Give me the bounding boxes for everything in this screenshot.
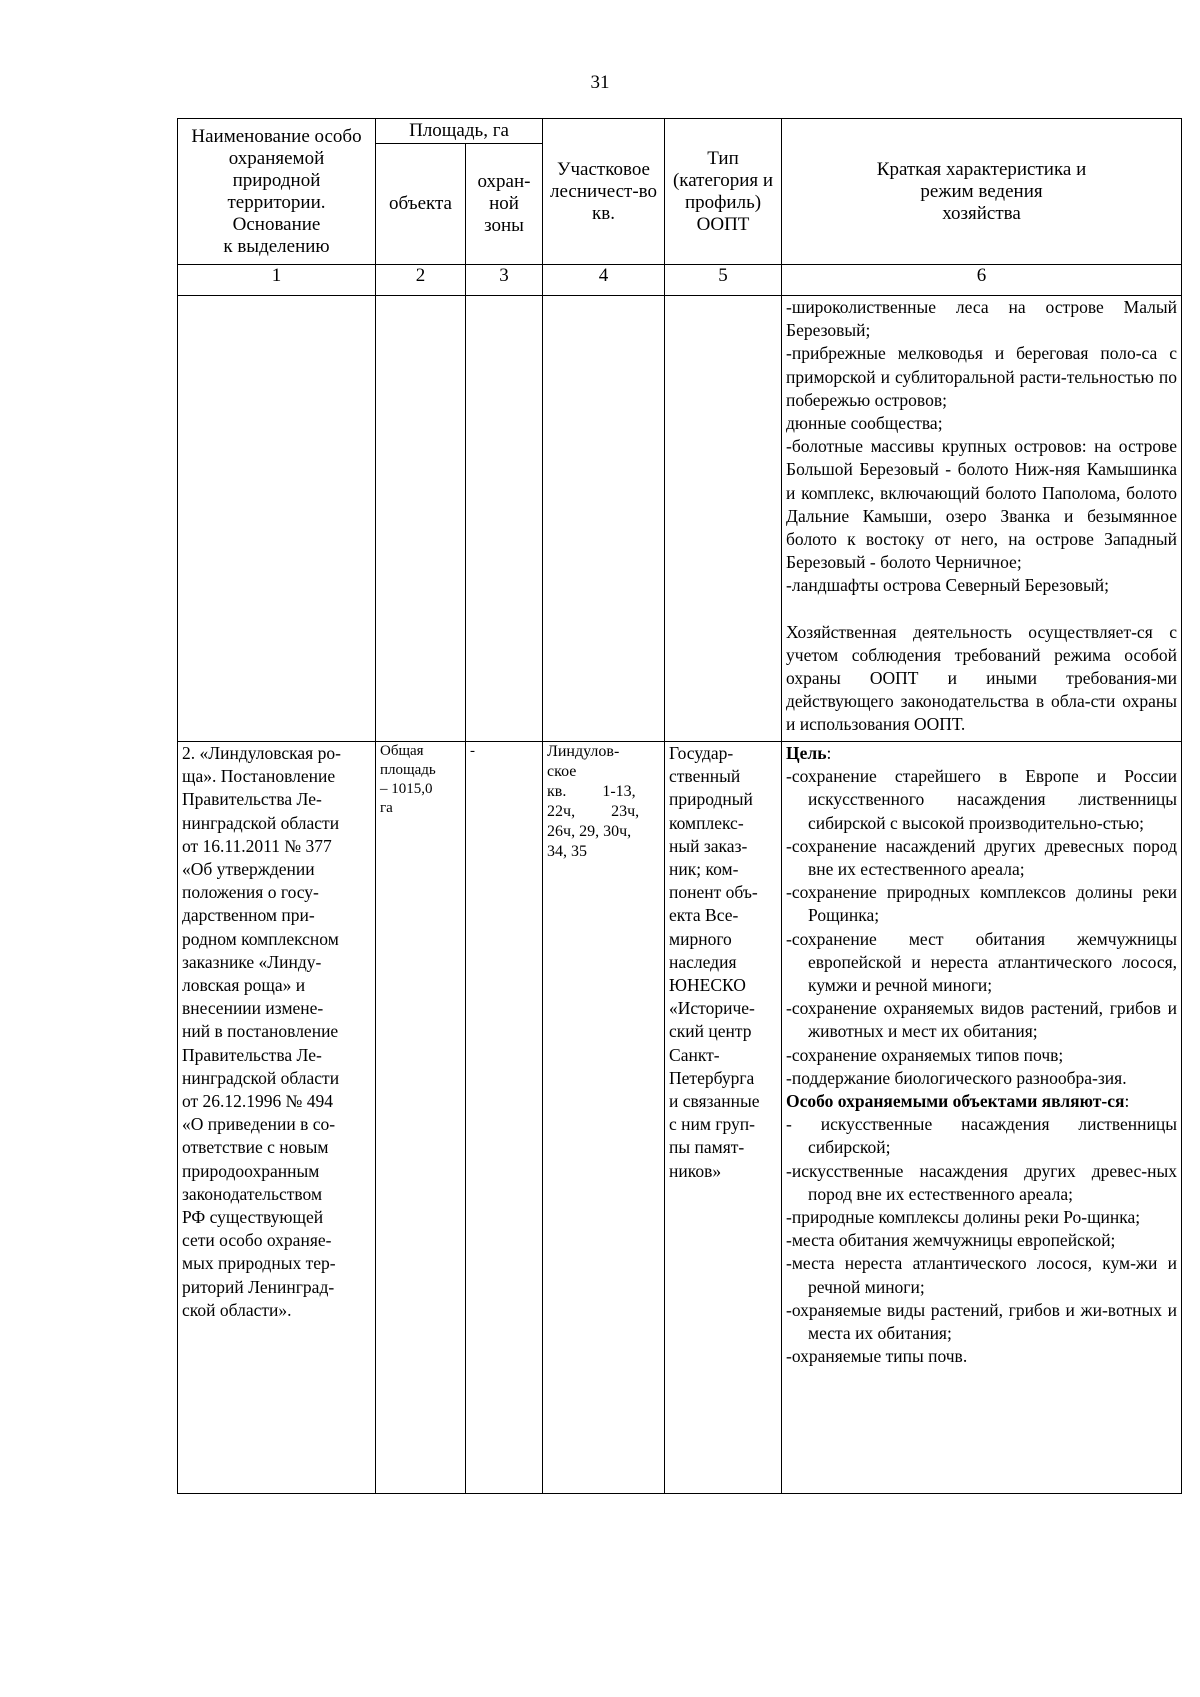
objects-heading — [786, 1090, 1177, 1113]
row2-buffer-area: - — [466, 742, 543, 1494]
objects-colon: : — [1124, 1091, 1130, 1112]
header-forestry-line: Участковое — [557, 158, 650, 180]
goal-heading — [786, 742, 1177, 765]
name-line: от 26.12.1996 № 494 — [182, 1091, 333, 1112]
object-item: -охраняемые типы почв. — [786, 1346, 968, 1367]
row1-buffer-area — [466, 296, 543, 742]
header-name-line: территории. — [227, 191, 326, 213]
object-item: -искусственные насаждения других древес-ных пород вне их естественного ареала; — [786, 1160, 1178, 1204]
type-line: Санкт- — [669, 1044, 720, 1065]
header-forestry — [543, 119, 665, 265]
column-number: 5 — [665, 265, 782, 296]
name-line: риторий Ленинград- — [182, 1276, 335, 1297]
oopt-table — [177, 118, 1182, 1494]
type-line: и связанные — [669, 1091, 760, 1112]
goal-item: -сохранение мест обитания жемчужницы европейской и нереста атлантического лосося, кумжи и речной миноги; — [786, 928, 1178, 996]
type-line: наследия — [669, 951, 737, 972]
type-line: ственный — [669, 766, 741, 787]
row2-object-area — [376, 742, 466, 1494]
goal-item: -сохранение старейшего в Европе и России искусственного насаждения лиственницы сибирской с высокой производительно-стью; — [786, 766, 1178, 833]
forestry-line: ское — [547, 763, 577, 780]
goal-label: Цель — [786, 743, 827, 763]
row1-forestry — [543, 296, 665, 742]
name-line: законодательством — [182, 1183, 323, 1204]
name-line: мых природных тер- — [182, 1253, 336, 1274]
header-description-line: Краткая характеристика и — [876, 158, 1087, 180]
column-number: 1 — [178, 265, 376, 296]
type-line: Петербурга — [669, 1067, 755, 1088]
forestry-line: 34, 35 — [547, 843, 588, 860]
header-forestry-line: кв. — [592, 202, 615, 224]
name-line: «Об утверждении — [182, 859, 315, 880]
description-line: -широколиственные леса на острове Малый Березовый; — [786, 297, 1178, 341]
header-name — [178, 119, 376, 265]
header-type-line: (категория и — [672, 169, 774, 191]
column-number: 6 — [782, 265, 1182, 296]
column-number-row — [178, 265, 1182, 296]
row2-description — [782, 742, 1182, 1494]
type-line: ник; ком- — [669, 859, 739, 880]
object-item: - искусственные насаждения лиственницы сибирской; — [786, 1114, 1178, 1158]
type-line: с ним груп- — [669, 1114, 755, 1135]
name-line: ской области». — [182, 1299, 292, 1320]
goal-colon: : — [826, 743, 832, 763]
area-line: га — [380, 800, 393, 816]
area-line: площадь — [380, 762, 436, 778]
header-name-line: к выделению — [223, 235, 330, 257]
name-line: Правительства Ле- — [182, 1044, 322, 1065]
row1-name — [178, 296, 376, 742]
column-number: 2 — [376, 265, 466, 296]
object-item: -места нереста атлантического лосося, кум-жи и речной миноги; — [786, 1253, 1178, 1297]
object-item: -природные комплексы долины реки Ро-щинка; — [786, 1207, 1141, 1228]
forestry-line: Линдулов- — [547, 743, 620, 760]
name-line: РФ существующей — [182, 1207, 324, 1228]
name-line: нинградской области — [182, 1067, 340, 1088]
type-line: понент объ- — [669, 882, 758, 903]
goal-item: -сохранение насаждений других древесных пород вне их естественного ареала; — [786, 835, 1178, 880]
type-line: ников» — [669, 1160, 722, 1181]
name-line: ща». Постановление — [182, 766, 336, 787]
name-line: от 16.11.2011 № 377 — [182, 835, 332, 856]
header-buffer-line: охран- — [477, 171, 531, 192]
type-line: екта Все- — [669, 905, 739, 926]
column-number: 3 — [466, 265, 543, 296]
header-buffer-line: ной зоны — [484, 193, 524, 236]
row2-name — [178, 742, 376, 1494]
table-row — [178, 296, 1182, 742]
object-item: -охраняемые виды растений, грибов и жи-вотных и места их обитания; — [786, 1299, 1178, 1344]
type-line: ный заказ- — [669, 835, 748, 856]
header-name-line: Основание — [232, 213, 321, 235]
description-line: Хозяйственная деятельность осуществляет-ся с учетом соблюдения требований режима особой охраны ООПТ и иными требования-ми действующего законодательства в обла-сти охраны и использования ООПТ. — [786, 621, 1178, 735]
goal-item: -сохранение природных комплексов долины реки Рощинка; — [786, 882, 1178, 926]
name-line: природоохранным — [182, 1160, 320, 1181]
type-line: мирного — [669, 928, 732, 949]
page-number: 31 — [590, 72, 610, 93]
type-line: ЮНЕСКО — [669, 975, 746, 996]
table-row — [178, 742, 1182, 1494]
name-line: дарственном при- — [182, 905, 315, 926]
type-line: природный — [669, 789, 753, 810]
name-line: нинградской области — [182, 812, 340, 833]
name-line: Правительства Ле- — [182, 789, 322, 810]
header-name-line: Наименование особо — [191, 125, 362, 147]
name-line: ловская роща» и — [182, 975, 306, 996]
forestry-line: 22ч, 23ч, — [547, 803, 640, 820]
header-description — [782, 119, 1182, 265]
paragraph-gap — [786, 598, 1177, 621]
header-name-line: природной — [232, 169, 321, 191]
name-line: родном комплексном — [182, 928, 339, 949]
name-line: «О приведении в со- — [182, 1114, 336, 1135]
forestry-line: кв. 1-13, — [547, 783, 636, 800]
objects-label: Особо охраняемыми объектами являют-ся — [786, 1091, 1125, 1112]
description-line: -болотные массивы крупных островов: на острове Большой Березовый - болото Ниж-няя Камышинка и комплекс, включающий болото Паполома, болото Дальние Камыши, озеро Званка и безымянное болото к востоку от него, на острове Западный Березовый - болото Черничное; — [786, 436, 1178, 573]
row2-forestry — [543, 742, 665, 1494]
type-line: Государ- — [669, 743, 734, 763]
description-line: -прибрежные мелководья и береговая поло-са с приморской и сублиторальной расти-тельностью по побережью островов; — [786, 343, 1178, 410]
area-line: – 1015,0 — [380, 781, 433, 797]
column-number: 4 — [543, 265, 665, 296]
name-line: заказнике «Линду- — [182, 951, 322, 972]
description-line: дюнные сообщества; — [786, 413, 943, 434]
row1-type — [665, 296, 782, 742]
header-buffer-area — [466, 144, 543, 265]
name-line: ответствие с новым — [182, 1137, 329, 1158]
type-line: комплекс- — [669, 812, 744, 833]
header-name-line: охраняемой — [228, 147, 325, 169]
header-description-line: режим ведения — [920, 180, 1043, 202]
goal-item: -сохранение охраняемых типов почв; — [786, 1044, 1064, 1065]
header-object-area: объекта — [376, 144, 466, 265]
name-line: внесениии измене- — [182, 998, 324, 1019]
name-line: 2. «Линдуловская ро- — [182, 743, 341, 763]
type-line: пы памят- — [669, 1137, 745, 1158]
header-type-line: ООПТ — [696, 213, 750, 235]
type-line: ский центр — [669, 1021, 752, 1042]
row1-object-area — [376, 296, 466, 742]
goal-item: -поддержание биологического разнообра-зия. — [786, 1067, 1127, 1088]
description-line: -ландшафты острова Северный Березовый; — [786, 575, 1110, 596]
goal-item: -сохранение охраняемых видов растений, грибов и животных и мест их обитания; — [786, 998, 1178, 1042]
name-line: ний в постановление — [182, 1021, 339, 1042]
header-description-line: хозяйства — [942, 202, 1021, 224]
header-type-line: Тип — [707, 147, 739, 169]
header-forestry-line: лесничест-во — [550, 180, 658, 202]
row1-description — [782, 296, 1182, 742]
header-type — [665, 119, 782, 265]
row2-type — [665, 742, 782, 1494]
name-line: сети особо охраняе- — [182, 1230, 332, 1251]
header-type-line: профиль) — [684, 191, 762, 213]
type-line: «Историче- — [669, 998, 755, 1019]
area-line: Общая — [380, 743, 424, 759]
object-item: -места обитания жемчужницы европейской; — [786, 1230, 1116, 1251]
forestry-line: 26ч, 29, 30ч, — [547, 823, 632, 840]
name-line: положения о госу- — [182, 882, 319, 903]
header-area: Площадь, га — [376, 119, 543, 144]
